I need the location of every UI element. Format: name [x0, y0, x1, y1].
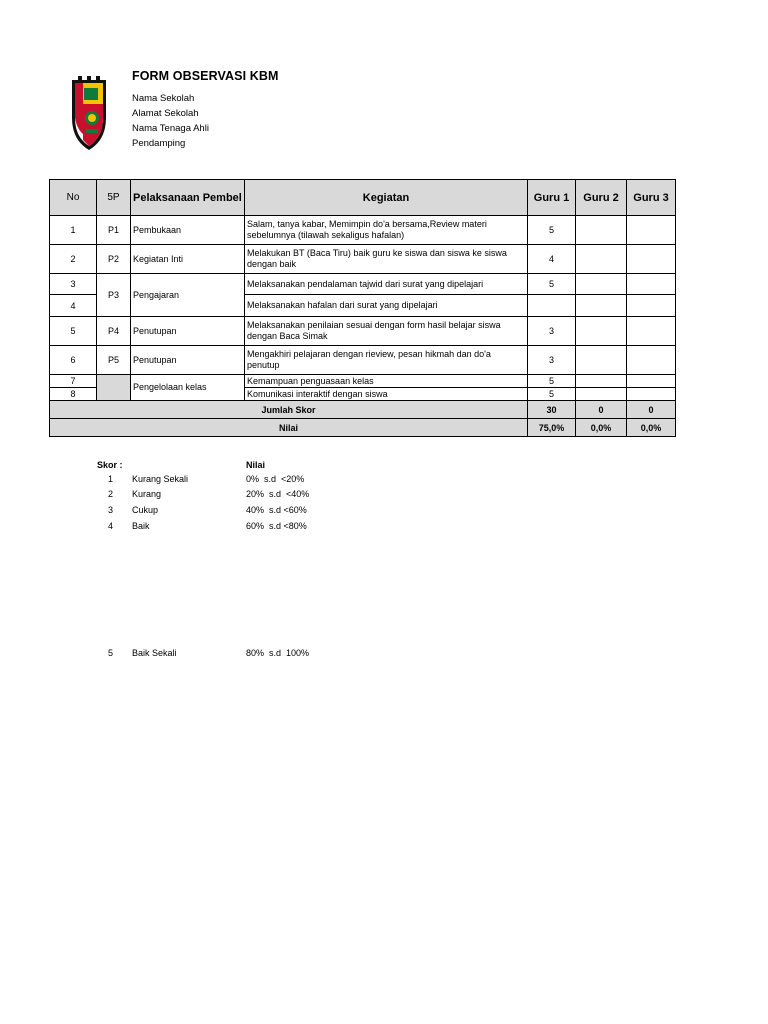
cell-p: P3	[97, 274, 131, 317]
cell-guru1[interactable]: 4	[528, 245, 576, 274]
score-name: Cukup	[132, 505, 159, 515]
cell-guru2[interactable]	[576, 388, 627, 401]
cell-guru2[interactable]	[576, 274, 627, 295]
cell-guru3[interactable]	[627, 245, 676, 274]
cell-guru1[interactable]: 3	[528, 317, 576, 346]
cell-no: 8	[50, 388, 97, 401]
score-num: 1	[108, 474, 114, 484]
cell-guru3[interactable]	[627, 388, 676, 401]
cell-kegiatan: Melaksanakan penilaian sesuai dengan form hasil belajar siswa dengan Baca Simak	[245, 317, 528, 346]
form-title: FORM OBSERVASI KBM	[132, 69, 279, 83]
cell-kegiatan: Mengakhiri pelajaran dengan rieview, pesan hikmah dan do'a penutup	[245, 346, 528, 375]
cell-no: 5	[50, 317, 97, 346]
cell-guru3[interactable]	[627, 295, 676, 317]
table-row	[50, 245, 676, 274]
cell-guru1[interactable]: 5	[528, 274, 576, 295]
jumlah-skor-label: Jumlah Skor	[50, 401, 528, 419]
cell-kegiatan: Melaksanakan pendalaman tajwid dari surat yang dipelajari	[245, 274, 528, 295]
cell-guru3[interactable]	[627, 375, 676, 388]
cell-guru1[interactable]: 5	[528, 216, 576, 245]
field-nama-tenaga-ahli: Nama Tenaga Ahli	[132, 123, 209, 134]
jumlah-guru2: 0	[576, 401, 627, 419]
field-alamat-sekolah: Alamat Sekolah	[132, 108, 199, 119]
cell-guru3[interactable]	[627, 346, 676, 375]
cell-guru1[interactable]: 5	[528, 375, 576, 388]
cell-guru3[interactable]	[627, 216, 676, 245]
cell-pelaksanaan: Pembukaan	[131, 216, 245, 245]
score-legend-label: Skor :	[97, 460, 123, 470]
score-num: 5	[108, 648, 114, 658]
jumlah-skor-row	[50, 401, 676, 419]
col-header-guru2: Guru 2	[576, 180, 627, 216]
cell-kegiatan: Komunikasi interaktif dengan siswa	[245, 388, 528, 401]
col-header-guru1: Guru 1	[528, 180, 576, 216]
score-num: 3	[108, 505, 114, 515]
cell-p: P2	[97, 245, 131, 274]
cell-no: 2	[50, 245, 97, 274]
score-name: Kurang Sekali	[132, 474, 189, 484]
field-pendamping: Pendamping	[132, 138, 186, 149]
score-num: 4	[108, 521, 114, 531]
cell-guru2[interactable]	[576, 295, 627, 317]
cell-guru2[interactable]	[576, 346, 627, 375]
cell-guru2[interactable]	[576, 317, 627, 346]
cell-no: 6	[50, 346, 97, 375]
cell-pelaksanaan: Pengelolaan kelas	[131, 375, 245, 401]
table-row	[50, 375, 676, 388]
score-name: Kurang	[132, 489, 162, 499]
field-nama-sekolah: Nama Sekolah	[132, 93, 195, 104]
cell-guru3[interactable]	[627, 317, 676, 346]
cell-pelaksanaan: Penutupan	[131, 346, 245, 375]
cell-pelaksanaan: Penutupan	[131, 317, 245, 346]
score-range: 40% s.d <60%	[246, 505, 307, 515]
jumlah-guru1: 30	[528, 401, 576, 419]
cell-guru1[interactable]: 3	[528, 346, 576, 375]
cell-kegiatan: Salam, tanya kabar, Memimpin do'a bersama,Review materi sebelumnya (tilawah sekaligus hafalan)	[245, 216, 528, 245]
cell-guru2[interactable]	[576, 375, 627, 388]
nilai-label: Nilai	[50, 419, 528, 437]
nilai-guru2: 0,0%	[576, 419, 627, 437]
score-range: 0% s.d <20%	[246, 474, 305, 484]
col-header-no: No	[50, 180, 97, 216]
cell-pelaksanaan: Pengajaran	[131, 274, 245, 317]
cell-guru2[interactable]	[576, 245, 627, 274]
cell-kegiatan: Kemampuan penguasaan kelas	[245, 375, 528, 388]
score-legend-nilai-label: Nilai	[246, 460, 266, 470]
cell-p	[97, 375, 131, 401]
nilai-row	[50, 419, 676, 437]
col-header-pelaksanaan: Pelaksanaan Pembel	[131, 180, 245, 216]
cell-pelaksanaan: Kegiatan Inti	[131, 245, 245, 274]
score-range: 80% s.d 100%	[246, 648, 310, 658]
col-header-kegiatan: Kegiatan	[245, 180, 528, 216]
col-header-5p: 5P	[97, 180, 131, 216]
score-name: Baik	[132, 521, 150, 531]
score-num: 2	[108, 489, 114, 499]
score-name: Baik Sekali	[132, 648, 177, 658]
cell-guru3[interactable]	[627, 274, 676, 295]
cell-no: 3	[50, 274, 97, 295]
table-row	[50, 346, 676, 375]
cell-kegiatan: Melakukan BT (Baca Tiru) baik guru ke siswa dan siswa ke siswa dengan baik	[245, 245, 528, 274]
table-header-row	[50, 180, 676, 216]
cell-no: 7	[50, 375, 97, 388]
table-row	[50, 317, 676, 346]
cell-no: 1	[50, 216, 97, 245]
table-row	[50, 274, 676, 295]
cell-kegiatan: Melaksanakan hafalan dari surat yang dipelajari	[245, 295, 528, 317]
observation-table	[49, 179, 676, 437]
form-meta	[132, 91, 209, 151]
cell-guru1[interactable]	[528, 295, 576, 317]
cell-guru2[interactable]	[576, 216, 627, 245]
nilai-guru3: 0,0%	[627, 419, 676, 437]
score-range: 20% s.d <40%	[246, 489, 310, 499]
school-logo-emblem	[70, 74, 108, 152]
cell-p: P1	[97, 216, 131, 245]
cell-p: P5	[97, 346, 131, 375]
cell-no: 4	[50, 295, 97, 317]
score-range: 60% s.d <80%	[246, 521, 307, 531]
col-header-guru3: Guru 3	[627, 180, 676, 216]
cell-guru1[interactable]: 5	[528, 388, 576, 401]
table-row	[50, 216, 676, 245]
cell-p: P4	[97, 317, 131, 346]
nilai-guru1: 75,0%	[528, 419, 576, 437]
jumlah-guru3: 0	[627, 401, 676, 419]
